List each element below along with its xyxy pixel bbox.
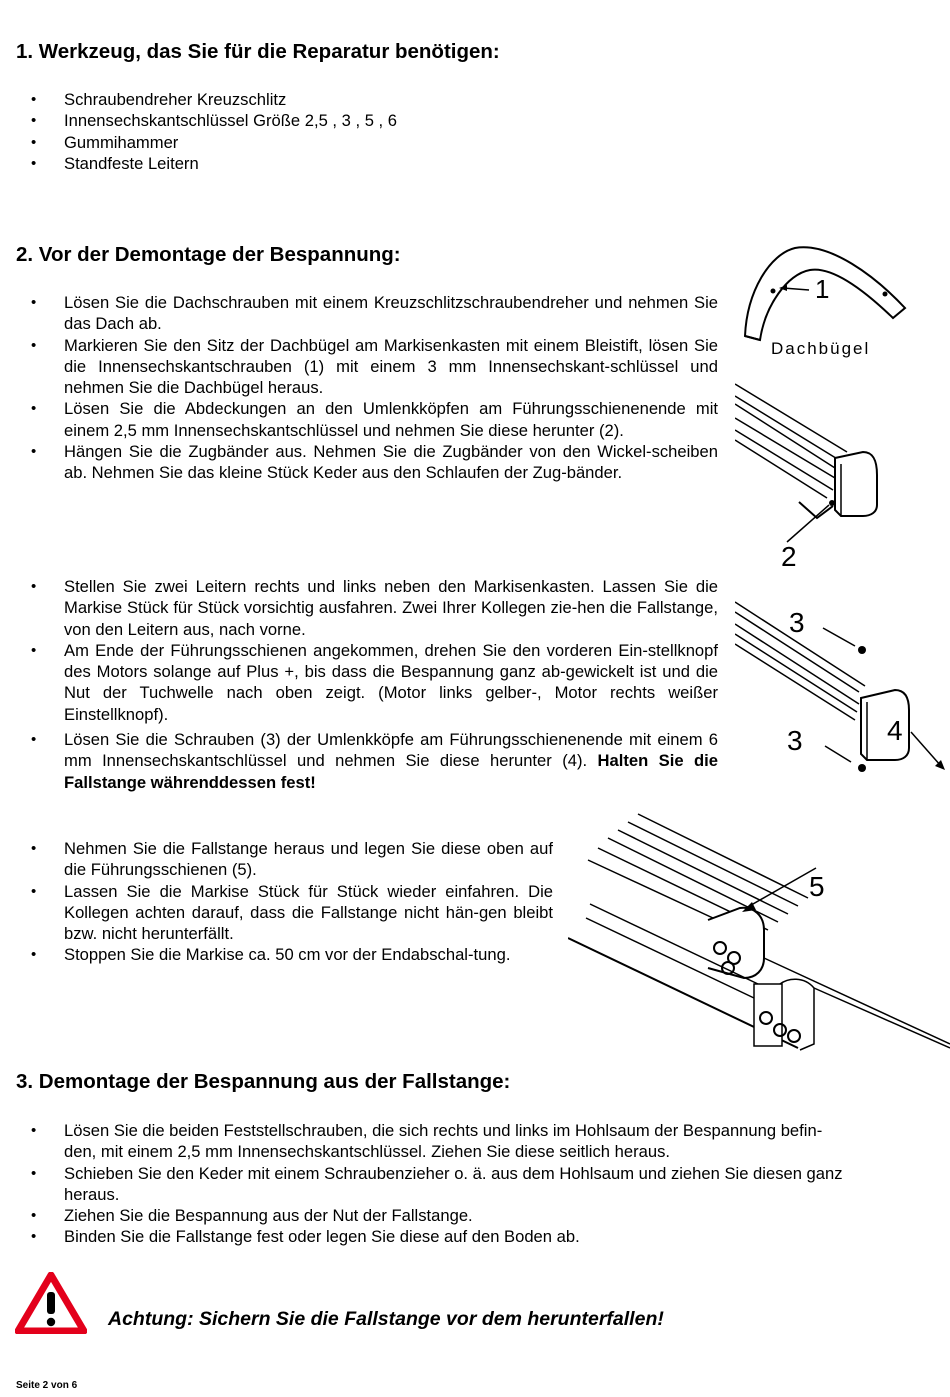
list-item: • Binden Sie die Fallstange fest oder legen Sie diese auf den Boden ab.: [0, 1226, 848, 1247]
label-1: 1: [815, 274, 830, 304]
prep-list-a: [0, 292, 718, 484]
list-item: • Innensechskantschlüssel Größe 2,5 , 3 , 5 , 6: [0, 110, 700, 131]
page-number: Seite 2 von 6: [16, 1380, 78, 1391]
list-item: • Lösen Sie die Dachschrauben mit einem Kreuzschlitzschraubendreher und nehmen Sie das Dach ab.: [0, 292, 718, 335]
section-1-heading: 1. Werkzeug, das Sie für die Reparatur benötigen:: [16, 40, 500, 63]
list-item: • Ziehen Sie die Bespannung aus der Nut der Fallstange.: [0, 1205, 848, 1226]
list-item: • Am Ende der Führungsschienen angekommen, drehen Sie den vorderen Ein-stellknopf des Motors solange auf Plus +, bis dass die Bespannung ganz ab-gewickelt ist und die Nut der Tuchwelle nach oben zeigt. (Motor links gelber-, Motor rechts weißer Einstellknopf).: [0, 640, 718, 725]
list-item: • Markieren Sie den Sitz der Dachbügel am Markisenkasten mit einem Bleistift, lösen Sie die Innensechskantschrauben (1) mit einem 3 mm Innensechskant-schlüssel und nehmen Sie die Dachbügel heraus.: [0, 335, 718, 399]
section-3-heading: 3. Demontage der Bespannung aus der Fallstange:: [16, 1070, 511, 1093]
list-item: • Stoppen Sie die Markise ca. 50 cm vor der Endabschal-tung.: [0, 944, 553, 965]
removal-list: [0, 1120, 848, 1248]
list-item: • Lösen Sie die Abdeckungen an den Umlenkköpfen am Führungsschienenende mit einem 2,5 mm Innensechskantschlüssel und nehmen Sie diese herunter (2).: [0, 398, 718, 441]
label-3-top: 3: [789, 607, 805, 638]
list-item: • Lösen Sie die beiden Feststellschrauben, die sich rechts und links im Hohlsaum der Bespannung befin-den, mit einem 2,5 mm Innensechskantschlüssel. Ziehen Sie diese seitlich heraus.: [0, 1120, 848, 1163]
prep-list-b: [0, 576, 718, 793]
list-item: • Nehmen Sie die Fallstange heraus und legen Sie diese oben auf die Führungsschienen (5).: [0, 838, 553, 881]
list-item: • Standfeste Leitern: [0, 153, 700, 174]
list-item: • Schieben Sie den Keder mit einem Schraubenzieher o. ä. aus dem Hohlsaum und ziehen Sie diesen ganz heraus.: [0, 1163, 848, 1206]
front-bar-figure: [568, 808, 950, 1058]
section-2-heading: 2. Vor der Demontage der Bespannung:: [16, 243, 401, 266]
warning-text: Achtung: Sichern Sie die Fallstange vor dem herunterfallen!: [108, 1308, 664, 1330]
list-item: [0, 729, 718, 793]
roof-bracket-figure: [735, 236, 915, 366]
list-item: • Gummihammer: [0, 132, 700, 153]
list-item-bold: Halten Sie die Fallstange währenddessen fest!: [64, 751, 718, 792]
tool-list: [0, 89, 700, 174]
label-3-bottom: 3: [787, 725, 803, 756]
label-5: 5: [809, 871, 825, 902]
dachbuegel-label: Dachbügel: [771, 339, 871, 358]
cover-figure: [735, 380, 915, 580]
list-item: • Lassen Sie die Markise Stück für Stück wieder einfahren. Die Kollegen achten darauf, dass die Fallstange nicht hän-gen bleibt bzw. nicht herunterfällt.: [0, 881, 553, 945]
label-2: 2: [781, 541, 797, 572]
list-item-text: Lösen Sie die Schrauben (3) der Umlenkköpfe am Führungsschienenende mit einem 6 mm Innensechskantschlüssel und nehmen Sie diese herunter (4).: [64, 730, 718, 771]
prep-list-c: [0, 838, 553, 966]
list-item: • Schraubendreher Kreuzschlitz: [0, 89, 700, 110]
warning-triangle-icon: [15, 1272, 87, 1334]
guide-rail-figure: [735, 598, 948, 788]
list-item: • Hängen Sie die Zugbänder aus. Nehmen Sie die Zugbänder von den Wickel-scheiben ab. Nehmen Sie das kleine Stück Keder aus den Schlaufen der Zug-bänder.: [0, 441, 718, 484]
label-4: 4: [887, 715, 903, 746]
list-item: • Stellen Sie zwei Leitern rechts und links neben den Markisenkasten. Lassen Sie die Markise Stück für Stück vorsichtig ausfahren. Zwei Ihrer Kollegen zie-hen die Fallstange, von den Leitern aus, nach vorne.: [0, 576, 718, 640]
